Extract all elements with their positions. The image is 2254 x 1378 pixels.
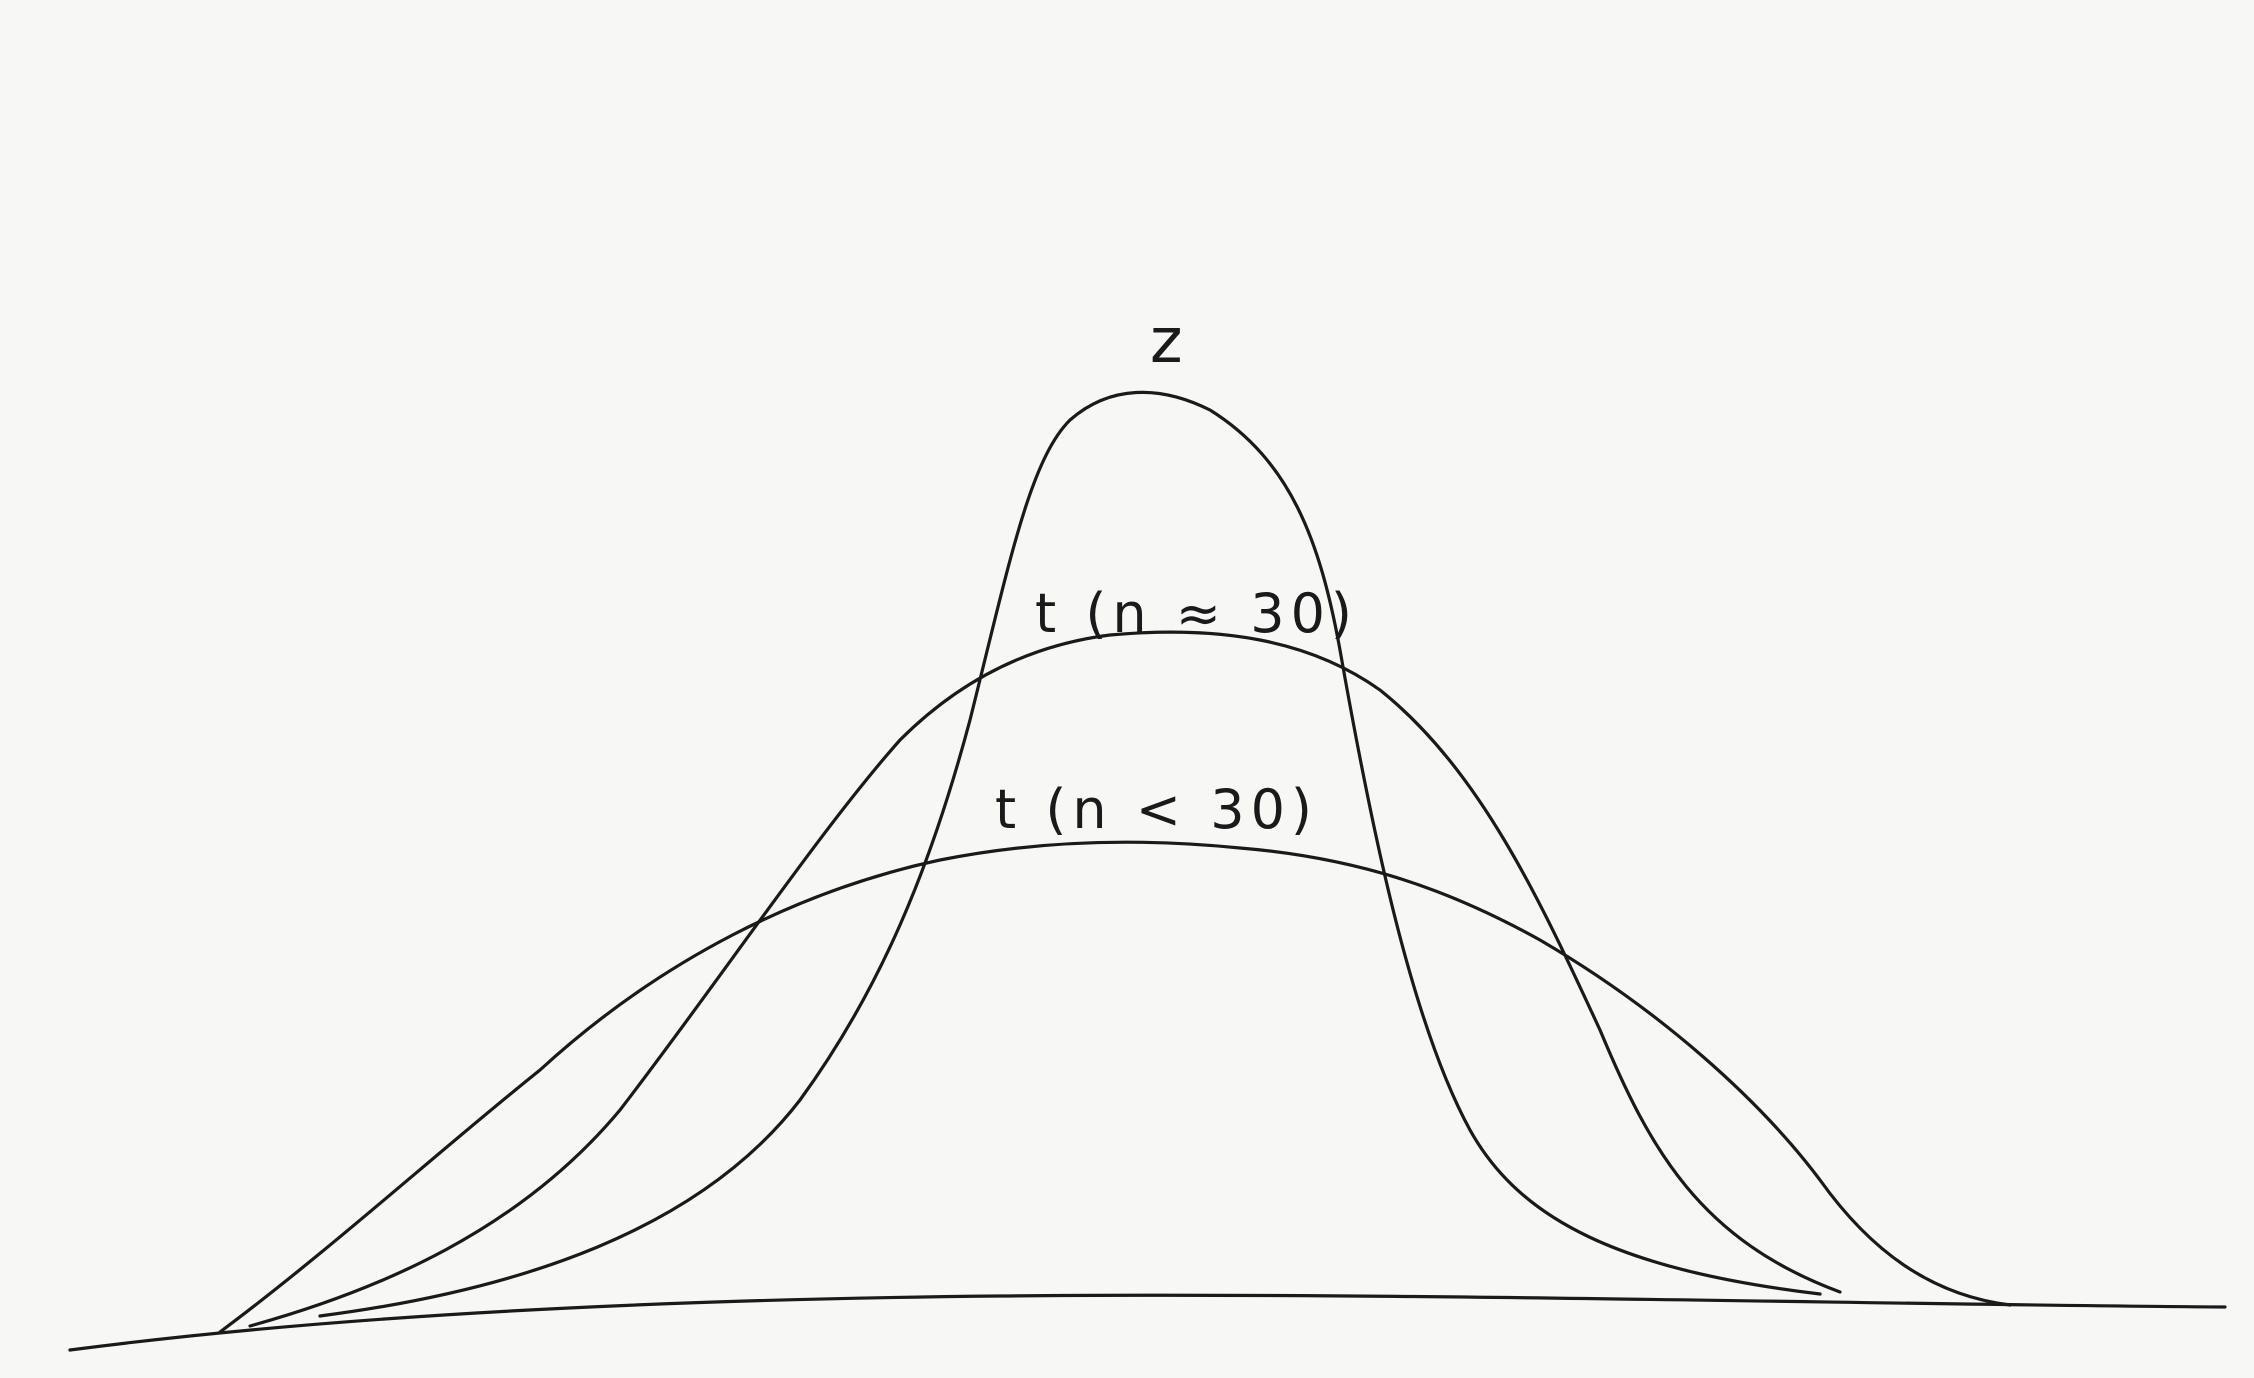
z-label: z bbox=[1150, 304, 1189, 377]
t-n-less-30-curve bbox=[220, 842, 2010, 1332]
t-n-less-30-label: t (n < 30) bbox=[995, 778, 1318, 841]
z-curve bbox=[320, 392, 1820, 1316]
t-n-approx-30-label: t (n ≈ 30) bbox=[1035, 582, 1358, 645]
